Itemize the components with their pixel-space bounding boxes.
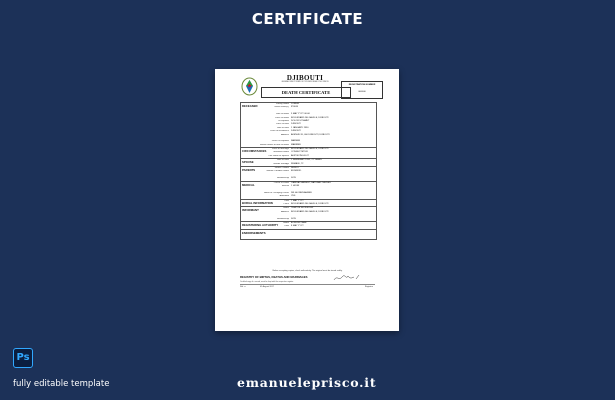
field-value: SON (291, 217, 296, 220)
form-section (241, 200, 376, 208)
field-label: Date of Birth (276, 159, 289, 162)
field-label: Date (284, 199, 289, 202)
field-value: 1 JANUARY 1950 (291, 126, 309, 129)
field-value: YES (291, 195, 296, 198)
field-value: 1 HOUR (291, 184, 300, 187)
page-title: CERTIFICATE (251, 10, 364, 28)
footer-small-print: Certified copy of a record, must be kept with the respective register. (240, 281, 294, 283)
field-value: DJIBOUTI (291, 130, 301, 133)
tagline: fully editable template (13, 379, 110, 389)
field-value: 5 MAY YYYY 00:00 (291, 113, 310, 116)
footer-note: Before accepting copies, check authenticity. The original must be stored safely. (272, 270, 343, 272)
field-label: Relationship (276, 217, 289, 220)
field-label: Address (280, 210, 289, 213)
field-value: AVENUE 26, 000 DJIBOUTI, DJIBOUTI (291, 133, 330, 136)
field-label: Date (284, 225, 289, 228)
field-label: Mother's Maiden Name (266, 170, 289, 173)
certificate-title: DEATH CERTIFICATE (261, 87, 351, 98)
field-value: MARRIED (291, 143, 302, 146)
form-section (241, 182, 376, 200)
field-label: Name (283, 207, 289, 210)
field-value: 7 MAY YYYY (291, 199, 304, 202)
coat-of-arms-icon (241, 77, 258, 96)
section-title: CIRCUMSTANCES (242, 149, 267, 154)
field-value: A. REGISTRAR (291, 221, 307, 224)
field-value: FEMALE, 72 (291, 162, 304, 165)
form-section (241, 167, 376, 182)
form-row (241, 177, 376, 180)
form-row (241, 155, 376, 158)
field-label: Given Name(s) (274, 106, 289, 109)
field-value: 1 FEBRUARY 1952, 72 YEARS (291, 159, 322, 162)
footer-ref-label: Ref. n. (240, 286, 246, 288)
certificate-country: DJIBOUTI (286, 74, 324, 82)
field-value: FARMER (291, 140, 301, 143)
field-value: BOULEVARD DE GAULLE, DJIBOUTI (291, 210, 329, 213)
field-label: Father's Name (274, 167, 289, 170)
field-label: Usual Occupation (271, 140, 289, 143)
section-title: DECEASED (242, 104, 258, 108)
certificate-document (215, 69, 399, 331)
field-label: Relationship (276, 177, 289, 180)
field-value: SEDDO (291, 167, 299, 170)
form-row (241, 195, 376, 198)
field-label: Cause of Death (273, 181, 289, 184)
field-label: Place of Birth (275, 123, 289, 126)
registration-box (341, 81, 383, 99)
section-title: INFORMANT (242, 208, 259, 213)
photoshop-badge-icon (13, 348, 33, 368)
certificate-form (240, 102, 377, 240)
section-title: PARENTS (242, 168, 256, 173)
field-label: Address (280, 133, 289, 136)
site-url: emanueleprisco.it (237, 375, 377, 390)
field-value: DR. ALI BEN AHMED (291, 191, 313, 194)
field-value: IPSUM (291, 106, 298, 109)
field-label: Date of death (275, 113, 289, 116)
form-section (241, 230, 376, 239)
footer-registrar-label: Registrar (364, 286, 373, 288)
section-title: MEDICAL (242, 182, 255, 187)
field-label: Name (283, 221, 289, 224)
field-value: ADIPISCING ELIT (291, 154, 309, 157)
field-value: BOULEVARD DE GAULLE, DJIBOUTI (291, 148, 329, 151)
field-value: DOLOR SIT AMET (291, 119, 310, 122)
section-title: SPOUSE (242, 160, 254, 165)
photoshop-badge-text: Ps (16, 352, 30, 363)
field-value: CARDIAC ARREST, NATURAL CAUSES (291, 181, 331, 184)
field-label: Attendant (279, 195, 289, 198)
form-section (241, 222, 376, 230)
field-value: BOULEVARD DE GAULLE, DJIBOUTI (291, 202, 329, 205)
form-row (241, 163, 376, 166)
certificate-authority: GENERAL DIRECTORATE OF POPULATION AND CIVIL STATUS (281, 82, 329, 83)
registration-number: 000000 (358, 91, 366, 93)
form-row (241, 218, 376, 221)
section-title: BURIAL INFORMATION (242, 200, 273, 205)
registration-label: REGISTRATION NUMBER (348, 84, 376, 86)
field-label: Place (283, 202, 289, 205)
footer-bottom-line (240, 284, 375, 288)
form-section (241, 159, 376, 167)
form-section (241, 103, 376, 148)
field-value: TEMPOR INCIDIDUNT (291, 207, 314, 210)
form-row (241, 144, 376, 147)
field-label: Occupation (277, 119, 289, 122)
section-title: REGISTERING AUTHORITY (242, 222, 279, 227)
field-label: Informant Name (273, 151, 289, 154)
form-section (241, 148, 376, 159)
field-label: Place of Residence (270, 130, 289, 133)
field-label: Place of death (275, 116, 289, 119)
field-label: Interval (281, 184, 289, 187)
field-label: Marital Status at time of death (259, 143, 289, 146)
signature-icon (332, 274, 362, 282)
field-label: Full Name of Spouse (268, 154, 289, 157)
field-label: Family Name (276, 103, 289, 105)
field-value: LOREM (291, 103, 299, 105)
field-value: CONSECTETUR (291, 151, 308, 154)
section-title: ENDORSEMENTS (242, 230, 266, 235)
field-value: EIUSMOD (291, 170, 302, 173)
field-value: 8 MAY YYYY (291, 225, 304, 228)
field-value: SON (291, 177, 296, 180)
field-value: BOULEVARD DE GAULLE, DJIBOUTI (291, 116, 329, 119)
field-value: DJIBOUTI (291, 123, 301, 126)
form-section (241, 207, 376, 222)
field-label: Gender and Age (273, 162, 289, 165)
footer-date: 01 August 2017 (260, 286, 274, 288)
field-label: Name of Certifying Doctor (263, 191, 289, 194)
registry-heading: REGISTRY OF BIRTHS, DEATHS AND MARRIAGES (240, 275, 308, 279)
field-label: Date of Birth (276, 126, 289, 129)
field-label: Place of Marriage (271, 148, 289, 151)
